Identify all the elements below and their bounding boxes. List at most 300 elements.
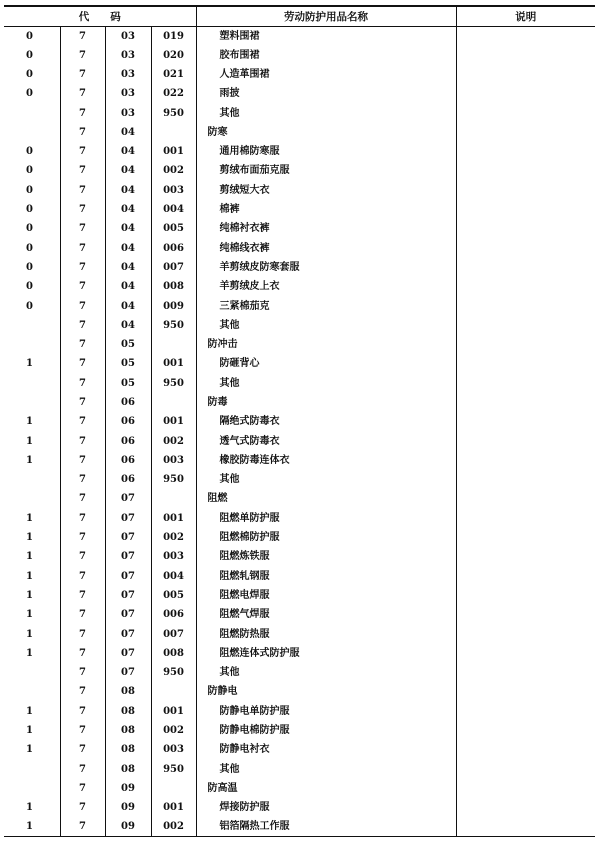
table-row xyxy=(4,624,595,643)
code-level2-cell: 7 xyxy=(60,798,105,817)
note-cell xyxy=(456,817,595,837)
code-level2-cell: 7 xyxy=(60,509,105,528)
item-name-cell: 剪绒布面茄克服 xyxy=(196,161,456,180)
table-row xyxy=(4,431,595,450)
code-level1-cell: 0 xyxy=(26,68,33,80)
code-level4-cell xyxy=(151,123,196,142)
item-name-cell: 塑料围裙 xyxy=(196,26,456,46)
code-level2-cell: 7 xyxy=(60,721,105,740)
item-name-cell: 防静电单防护服 xyxy=(196,702,456,721)
code-level1-cell xyxy=(4,123,60,142)
code-level2-cell: 7 xyxy=(60,740,105,759)
item-name-cell: 三紧棉茄克 xyxy=(196,296,456,315)
code-level4-cell: 950 xyxy=(151,103,196,122)
code-level3-cell: 09 xyxy=(105,798,151,817)
table-row xyxy=(4,219,595,238)
code-level1-cell: 0 xyxy=(26,223,33,235)
code-level1-cell: 0 xyxy=(26,261,33,273)
code-level3-cell: 04 xyxy=(105,296,151,315)
code-level2-cell: 7 xyxy=(60,123,105,142)
code-level1-cell: 0 xyxy=(26,300,33,312)
note-cell xyxy=(456,509,595,528)
code-level3-cell: 08 xyxy=(105,682,151,701)
code-level1-cell: 1 xyxy=(26,435,33,447)
code-level1-cell: 1 xyxy=(4,817,60,837)
code-level1-cell: 1 xyxy=(26,628,33,640)
item-name-cell: 阻燃棉防护服 xyxy=(196,528,456,547)
code-level4-cell: 002 xyxy=(151,528,196,547)
code-level3-cell: 08 xyxy=(105,740,151,759)
code-level2-cell: 7 xyxy=(60,779,105,798)
code-level3-cell: 06 xyxy=(105,470,151,489)
code-level1-cell xyxy=(4,374,60,393)
note-cell xyxy=(456,451,595,470)
table-row xyxy=(4,123,595,142)
item-name-cell: 阻燃连体式防护服 xyxy=(196,644,456,663)
code-level3-cell: 09 xyxy=(105,779,151,798)
code-level2-cell: 7 xyxy=(60,489,105,508)
code-level2-cell: 7 xyxy=(60,181,105,200)
table-row xyxy=(4,663,595,682)
table-row xyxy=(4,567,595,586)
code-level4-cell: 950 xyxy=(151,470,196,489)
code-level2-cell: 7 xyxy=(60,547,105,566)
code-level2-cell: 7 xyxy=(60,605,105,624)
code-level1-cell xyxy=(4,393,60,412)
code-level3-cell: 04 xyxy=(105,219,151,238)
table-row xyxy=(4,644,595,663)
code-level2-cell: 7 xyxy=(60,374,105,393)
note-cell xyxy=(456,277,595,296)
code-level4-cell: 008 xyxy=(151,644,196,663)
table-row xyxy=(4,528,595,547)
code-level3-cell: 06 xyxy=(105,393,151,412)
table-row xyxy=(4,470,595,489)
code-level1-cell: 1 xyxy=(26,744,33,756)
table-row xyxy=(4,354,595,373)
code-level3-cell: 07 xyxy=(105,509,151,528)
code-level4-cell: 005 xyxy=(151,586,196,605)
table-row xyxy=(4,374,595,393)
item-name-cell: 棉裤 xyxy=(196,200,456,219)
item-name-cell: 人造革围裙 xyxy=(196,65,456,84)
note-cell xyxy=(456,238,595,257)
note-cell xyxy=(456,702,595,721)
code-level4-cell xyxy=(151,393,196,412)
note-column-header: 说明 xyxy=(456,6,595,26)
item-name-cell: 其他 xyxy=(196,470,456,489)
code-level2-cell: 7 xyxy=(60,238,105,257)
code-level1-cell: 1 xyxy=(26,647,33,659)
table-header-row xyxy=(4,6,595,26)
note-cell xyxy=(456,567,595,586)
table-row xyxy=(4,161,595,180)
code-level3-cell: 05 xyxy=(105,354,151,373)
code-level3-cell: 04 xyxy=(105,316,151,335)
table-row xyxy=(4,200,595,219)
code-level1-cell xyxy=(4,682,60,701)
note-cell xyxy=(456,412,595,431)
code-level3-cell: 04 xyxy=(105,161,151,180)
code-level3-cell: 07 xyxy=(105,644,151,663)
item-name-cell: 其他 xyxy=(196,103,456,122)
code-level4-cell xyxy=(151,335,196,354)
table-row xyxy=(4,316,595,335)
item-name-cell: 防毒 xyxy=(196,393,456,412)
note-cell xyxy=(456,547,595,566)
note-cell xyxy=(456,374,595,393)
code-level1-cell: 0 xyxy=(26,281,33,293)
item-name-cell: 羊剪绒皮防寒套服 xyxy=(196,258,456,277)
note-cell xyxy=(456,161,595,180)
code-level3-cell: 03 xyxy=(105,84,151,103)
code-level1-cell xyxy=(4,663,60,682)
table-row xyxy=(4,238,595,257)
code-level4-cell: 021 xyxy=(151,65,196,84)
item-name-cell: 纯棉衬衣裤 xyxy=(196,219,456,238)
note-cell xyxy=(456,740,595,759)
code-level1-cell: 1 xyxy=(26,609,33,621)
code-level2-cell: 7 xyxy=(60,103,105,122)
code-level1-cell: 1 xyxy=(26,705,33,717)
code-level2-cell: 7 xyxy=(60,393,105,412)
code-level1-cell: 1 xyxy=(26,454,33,466)
code-level1-cell xyxy=(4,470,60,489)
table-row xyxy=(4,258,595,277)
code-level4-cell: 019 xyxy=(151,26,196,46)
note-cell xyxy=(456,663,595,682)
code-level1-cell: 1 xyxy=(26,532,33,544)
item-name-cell: 隔绝式防毒衣 xyxy=(196,412,456,431)
code-level3-cell: 07 xyxy=(105,489,151,508)
table-row xyxy=(4,277,595,296)
note-cell xyxy=(456,721,595,740)
code-level3-cell: 03 xyxy=(105,103,151,122)
code-level1-cell xyxy=(4,103,60,122)
code-level3-cell: 03 xyxy=(105,46,151,65)
code-level4-cell: 007 xyxy=(151,624,196,643)
table-row xyxy=(4,296,595,315)
table-row xyxy=(4,412,595,431)
code-level2-cell: 7 xyxy=(60,277,105,296)
code-level1-cell: 0 xyxy=(26,30,33,42)
code-level2-cell: 7 xyxy=(60,316,105,335)
code-level1-cell: 1 xyxy=(26,725,33,737)
item-name-cell: 防静电衬衣 xyxy=(196,740,456,759)
table-row xyxy=(4,721,595,740)
code-level2-cell: 7 xyxy=(60,354,105,373)
code-level3-cell: 04 xyxy=(105,181,151,200)
item-name-cell: 阻燃轧钢服 xyxy=(196,567,456,586)
code-level3-cell: 06 xyxy=(105,431,151,450)
table-row xyxy=(4,103,595,122)
table-row xyxy=(4,682,595,701)
code-level2-cell: 7 xyxy=(60,258,105,277)
code-level3-cell: 08 xyxy=(105,759,151,778)
code-level3-cell: 04 xyxy=(105,200,151,219)
code-level4-cell: 003 xyxy=(151,547,196,566)
item-name-cell: 其他 xyxy=(196,374,456,393)
item-name-cell: 铝箔隔热工作服 xyxy=(196,817,456,837)
code-level2-cell: 7 xyxy=(60,431,105,450)
note-cell xyxy=(456,528,595,547)
name-column-header: 劳动防护用品名称 xyxy=(196,6,456,26)
code-level4-cell: 003 xyxy=(151,451,196,470)
code-level4-cell: 002 xyxy=(151,161,196,180)
note-cell xyxy=(456,142,595,161)
table-row xyxy=(4,26,595,46)
code-level3-cell: 07 xyxy=(105,547,151,566)
note-cell xyxy=(456,200,595,219)
code-level3-cell: 09 xyxy=(105,817,151,837)
item-name-cell: 防寒 xyxy=(196,123,456,142)
code-level4-cell: 003 xyxy=(151,181,196,200)
code-level2-cell: 7 xyxy=(60,817,105,837)
item-name-cell: 防高温 xyxy=(196,779,456,798)
code-level4-cell: 004 xyxy=(151,567,196,586)
code-level2-cell: 7 xyxy=(60,200,105,219)
note-cell xyxy=(456,26,595,46)
code-level3-cell: 06 xyxy=(105,412,151,431)
code-level2-cell: 7 xyxy=(60,84,105,103)
item-name-cell: 阻燃炼铁服 xyxy=(196,547,456,566)
table-row xyxy=(4,740,595,759)
note-cell xyxy=(456,644,595,663)
item-name-cell: 阻燃 xyxy=(196,489,456,508)
code-level1-cell xyxy=(4,335,60,354)
table-row xyxy=(4,451,595,470)
table-row xyxy=(4,586,595,605)
code-level3-cell: 07 xyxy=(105,624,151,643)
code-level4-cell xyxy=(151,489,196,508)
code-level4-cell: 003 xyxy=(151,740,196,759)
code-level2-cell: 7 xyxy=(60,412,105,431)
code-level4-cell: 020 xyxy=(151,46,196,65)
note-cell xyxy=(456,624,595,643)
note-cell xyxy=(456,316,595,335)
code-level1-cell: 1 xyxy=(26,416,33,428)
table-row xyxy=(4,759,595,778)
code-level4-cell: 001 xyxy=(151,142,196,161)
code-level4-cell: 001 xyxy=(151,702,196,721)
code-level2-cell: 7 xyxy=(60,567,105,586)
code-level3-cell: 06 xyxy=(105,451,151,470)
note-cell xyxy=(456,393,595,412)
code-level4-cell: 950 xyxy=(151,663,196,682)
code-level1-cell: 1 xyxy=(26,589,33,601)
code-level1-cell xyxy=(4,316,60,335)
code-level4-cell: 008 xyxy=(151,277,196,296)
code-level2-cell: 7 xyxy=(60,46,105,65)
code-level1-cell: 0 xyxy=(26,146,33,158)
code-level4-cell: 022 xyxy=(151,84,196,103)
code-level2-cell: 7 xyxy=(60,26,105,46)
table-row xyxy=(4,605,595,624)
code-level4-cell: 950 xyxy=(151,316,196,335)
table-row xyxy=(4,509,595,528)
code-level4-cell: 004 xyxy=(151,200,196,219)
table-row xyxy=(4,779,595,798)
table-body xyxy=(4,26,595,837)
item-name-cell: 橡胶防毒连体衣 xyxy=(196,451,456,470)
note-cell xyxy=(456,65,595,84)
code-level1-cell: 0 xyxy=(26,88,33,100)
code-level1-cell: 1 xyxy=(26,802,33,814)
code-level1-cell: 0 xyxy=(26,184,33,196)
code-level1-cell: 1 xyxy=(26,551,33,563)
code-level3-cell: 07 xyxy=(105,605,151,624)
item-name-cell: 透气式防毒衣 xyxy=(196,431,456,450)
table-row xyxy=(4,547,595,566)
code-level4-cell: 001 xyxy=(151,798,196,817)
code-level4-cell: 007 xyxy=(151,258,196,277)
item-name-cell: 阻燃气焊服 xyxy=(196,605,456,624)
code-level2-cell: 7 xyxy=(60,682,105,701)
code-level3-cell: 03 xyxy=(105,65,151,84)
table-row xyxy=(4,489,595,508)
note-cell xyxy=(456,181,595,200)
item-name-cell: 其他 xyxy=(196,316,456,335)
code-level1-cell: 0 xyxy=(26,242,33,254)
code-level2-cell: 7 xyxy=(60,142,105,161)
code-level3-cell: 07 xyxy=(105,663,151,682)
note-cell xyxy=(456,605,595,624)
code-level4-cell: 009 xyxy=(151,296,196,315)
code-level2-cell: 7 xyxy=(60,65,105,84)
code-level2-cell: 7 xyxy=(60,586,105,605)
note-cell xyxy=(456,586,595,605)
code-level2-cell: 7 xyxy=(60,470,105,489)
code-level3-cell: 07 xyxy=(105,586,151,605)
code-level2-cell: 7 xyxy=(60,644,105,663)
code-level4-cell: 005 xyxy=(151,219,196,238)
code-level2-cell: 7 xyxy=(60,528,105,547)
code-level2-cell: 7 xyxy=(60,702,105,721)
item-name-cell: 阻燃电焊服 xyxy=(196,586,456,605)
note-cell xyxy=(456,431,595,450)
code-level4-cell: 006 xyxy=(151,605,196,624)
code-level4-cell: 001 xyxy=(151,354,196,373)
code-level1-cell: 1 xyxy=(26,358,33,370)
item-name-cell: 通用棉防寒服 xyxy=(196,142,456,161)
code-level1-cell: 1 xyxy=(26,512,33,524)
item-name-cell: 防静电 xyxy=(196,682,456,701)
table-row xyxy=(4,817,595,837)
table-row xyxy=(4,335,595,354)
item-name-cell: 其他 xyxy=(196,759,456,778)
code-column-header: 代 码 xyxy=(4,6,196,26)
note-cell xyxy=(456,123,595,142)
code-level1-cell: 0 xyxy=(26,49,33,61)
code-level3-cell: 04 xyxy=(105,277,151,296)
code-level3-cell: 07 xyxy=(105,567,151,586)
code-level3-cell: 04 xyxy=(105,142,151,161)
item-name-cell: 阻燃单防护服 xyxy=(196,509,456,528)
code-level4-cell xyxy=(151,682,196,701)
note-cell xyxy=(456,258,595,277)
code-level3-cell: 05 xyxy=(105,374,151,393)
code-level3-cell: 04 xyxy=(105,258,151,277)
item-name-cell: 雨披 xyxy=(196,84,456,103)
note-cell xyxy=(456,219,595,238)
table-row xyxy=(4,46,595,65)
code-level4-cell: 001 xyxy=(151,509,196,528)
item-name-cell: 羊剪绒皮上衣 xyxy=(196,277,456,296)
note-cell xyxy=(456,84,595,103)
item-name-cell: 防冲击 xyxy=(196,335,456,354)
code-level3-cell: 08 xyxy=(105,702,151,721)
code-level2-cell: 7 xyxy=(60,335,105,354)
item-name-cell: 焊接防护服 xyxy=(196,798,456,817)
code-level3-cell: 07 xyxy=(105,528,151,547)
code-level1-cell xyxy=(4,779,60,798)
code-level2-cell: 7 xyxy=(60,451,105,470)
code-level4-cell: 002 xyxy=(151,721,196,740)
code-level2-cell: 7 xyxy=(60,624,105,643)
table-row xyxy=(4,84,595,103)
item-name-cell: 阻燃防热服 xyxy=(196,624,456,643)
item-name-cell: 剪绒短大衣 xyxy=(196,181,456,200)
note-cell xyxy=(456,470,595,489)
code-level4-cell: 002 xyxy=(151,817,196,837)
note-cell xyxy=(456,682,595,701)
code-level3-cell: 05 xyxy=(105,335,151,354)
code-level2-cell: 7 xyxy=(60,663,105,682)
code-level3-cell: 08 xyxy=(105,721,151,740)
table-row xyxy=(4,181,595,200)
note-cell xyxy=(456,335,595,354)
code-level1-cell: 1 xyxy=(26,570,33,582)
item-name-cell: 纯棉线衣裤 xyxy=(196,238,456,257)
table-row xyxy=(4,798,595,817)
code-level2-cell: 7 xyxy=(60,161,105,180)
code-level4-cell: 950 xyxy=(151,759,196,778)
code-level4-cell: 001 xyxy=(151,412,196,431)
item-name-cell: 防静电棉防护服 xyxy=(196,721,456,740)
note-cell xyxy=(456,759,595,778)
note-cell xyxy=(456,779,595,798)
note-cell xyxy=(456,798,595,817)
code-level3-cell: 04 xyxy=(105,123,151,142)
code-level4-cell: 006 xyxy=(151,238,196,257)
table-row xyxy=(4,65,595,84)
table-row xyxy=(4,142,595,161)
code-level1-cell: 0 xyxy=(26,165,33,177)
code-level3-cell: 04 xyxy=(105,238,151,257)
code-level1-cell: 0 xyxy=(26,204,33,216)
item-name-cell: 胶布围裙 xyxy=(196,46,456,65)
code-level1-cell xyxy=(4,759,60,778)
item-name-cell: 其他 xyxy=(196,663,456,682)
note-cell xyxy=(456,354,595,373)
code-level2-cell: 7 xyxy=(60,219,105,238)
item-name-cell: 防砸背心 xyxy=(196,354,456,373)
table-row xyxy=(4,393,595,412)
code-level2-cell: 7 xyxy=(60,759,105,778)
code-level1-cell xyxy=(4,489,60,508)
note-cell xyxy=(456,103,595,122)
note-cell xyxy=(456,489,595,508)
note-cell xyxy=(456,46,595,65)
code-level4-cell: 950 xyxy=(151,374,196,393)
code-level2-cell: 7 xyxy=(60,296,105,315)
code-level3-cell: 03 xyxy=(105,26,151,46)
table-row xyxy=(4,702,595,721)
code-level4-cell xyxy=(151,779,196,798)
note-cell xyxy=(456,296,595,315)
protective-equipment-code-table xyxy=(4,5,595,837)
code-level4-cell: 002 xyxy=(151,431,196,450)
